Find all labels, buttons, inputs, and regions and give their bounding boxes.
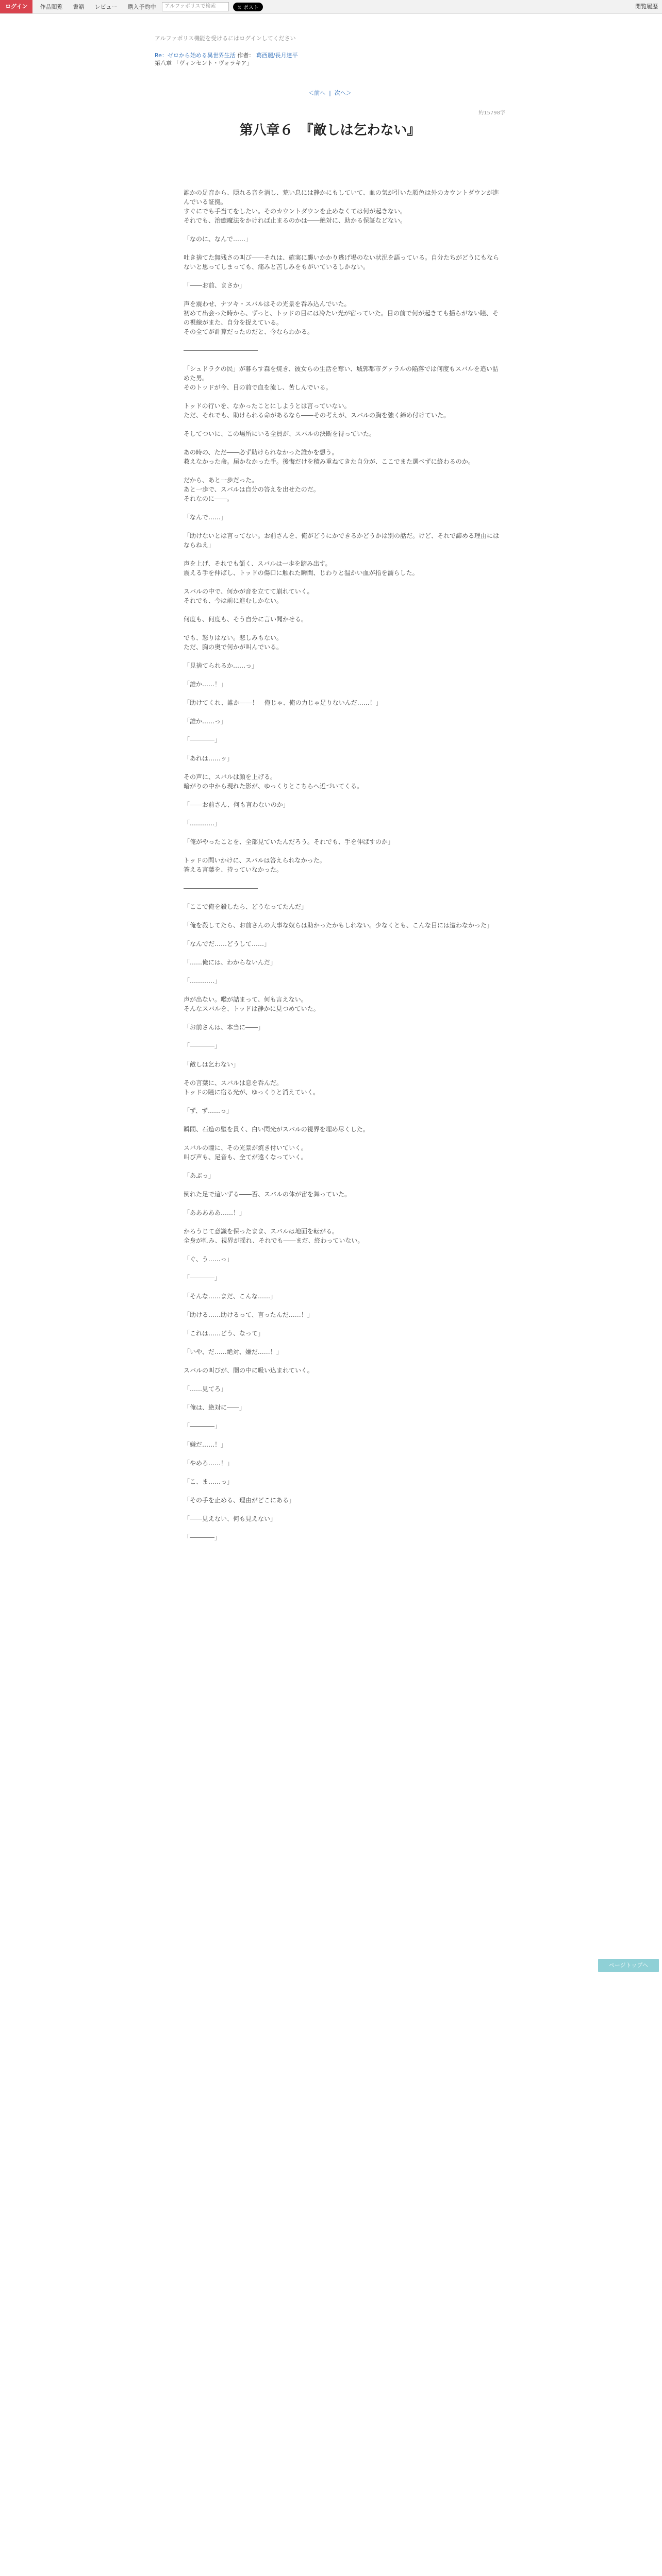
paragraph-gap <box>184 1245 503 1255</box>
paragraph: そんなスバルを、トッドは静かに見つめていた。 <box>184 1005 320 1012</box>
paragraph: スバルの瞳に、その光景が焼き付いていく。 <box>184 1144 307 1151</box>
paragraph: 答える言葉を、持っていなかった。 <box>184 866 283 873</box>
paragraph-gap <box>184 1375 503 1384</box>
paragraph: 震える手を伸ばし、トッドの傷口に触れた瞬間、じわりと温かい血が指を濡らした。 <box>184 569 419 577</box>
paragraph-gap <box>184 522 503 531</box>
paragraph-gap <box>184 911 503 921</box>
paragraph: 声を上げ、それでも頷く、スバルは一歩を踏み出す。 <box>184 560 332 567</box>
chapter-body <box>184 188 503 1542</box>
paragraph-gap <box>184 1115 503 1125</box>
paragraph: スバルの中で、何かが音を立てて崩れていく。 <box>184 588 313 595</box>
paragraph: そしてついに、この場所にいる全員が、スバルの決断を待っていた。 <box>184 430 376 437</box>
paragraph-gap <box>184 874 503 884</box>
paragraph-gap <box>184 744 503 754</box>
paragraph-gap <box>184 1050 503 1060</box>
author-link[interactable]: 葛西麗/長月達平 <box>256 52 298 59</box>
chapter-nav-top: ＜前へ | 次へ＞ <box>308 90 352 96</box>
paragraph: 叫び声も、足音も、全てが遠くなっていく。 <box>184 1154 307 1161</box>
paragraph-gap <box>184 846 503 856</box>
paragraph: 「シュドラクの民」が暮らす森を焼き、彼女らの生活を奪い、城郭都市グァラルの陥落では何度もスバルを追い詰めた男。 <box>184 365 499 382</box>
nav-preorders[interactable]: 購入予約中 <box>127 4 156 10</box>
paragraph: 救えなかった命。届かなかった手。後悔だけを積み重ねてきた自分が、ここでまた選べずに終わるのか。 <box>184 458 474 465</box>
paragraph: スバルの叫びが、闇の中に吸い込まれていく。 <box>184 1367 313 1374</box>
paragraph: 「いや、だ……絶対、嫌だ……！」 <box>184 1348 283 1355</box>
paragraph: 「助ける……助けるって、言ったんだ……！」 <box>184 1311 313 1318</box>
paragraph-gap <box>184 1264 503 1273</box>
paragraph: 「その手を止める、理由がどこにある」 <box>184 1497 295 1504</box>
paragraph: 吐き捨てた無残さの叫び――それは、確実に襲いかかり逃げ場のない状況を語っている。自分たちがどうにもならないと思ってしまっても、痛みと苦しみをもがいているしかない。 <box>184 254 500 270</box>
paragraph-gap <box>184 791 503 800</box>
paragraph: 何度も、何度も、そう自分に言い聞かせる。 <box>184 616 308 623</box>
paragraph: すぐにでも手当てをしたい。そのカウントダウンを止めなくては何が起きない。 <box>184 208 407 215</box>
paragraph-gap <box>184 355 503 364</box>
paragraph: 「ず、ず……っ」 <box>184 1107 233 1114</box>
paragraph-gap <box>184 272 503 281</box>
paragraph-gap <box>184 392 503 401</box>
paragraph: 「俺は、絶対に――」 <box>184 1404 246 1411</box>
paragraph: 「なんでだ……どうして……」 <box>184 940 271 947</box>
paragraph-gap <box>184 930 503 939</box>
paragraph-gap <box>184 438 503 448</box>
paragraph: 「お前さんは、本当に――」 <box>184 1024 264 1031</box>
nav-works[interactable]: 作品閲覧 <box>40 4 63 10</box>
paragraph: 「――お前、まさか」 <box>184 282 246 289</box>
paragraph-gap <box>184 466 503 476</box>
paragraph-gap <box>184 1319 503 1329</box>
paragraph: 「嫌だ……！」 <box>184 1441 227 1448</box>
paragraph: 「これは……どう、なって」 <box>184 1330 264 1337</box>
paragraph: 声が出ない。喉が詰まって、何も言えない。 <box>184 996 307 1003</box>
paragraph: 「あぶっ」 <box>184 1172 215 1179</box>
search-input[interactable]: アルファポリスで検索 <box>162 2 229 11</box>
paragraph: 「誰か……！」 <box>184 681 227 688</box>
paragraph-gap <box>184 809 503 819</box>
x-post-button[interactable]: 𝕏 ポスト <box>233 3 262 11</box>
paragraph: 声を震わせ、ナツキ・スバルはその光景を呑み込んでいた。 <box>184 300 351 308</box>
paragraph: 全身が軋み、視界が揺れ、それでも――まだ、終わっていない。 <box>184 1237 364 1244</box>
paragraph-gap <box>184 1505 503 1514</box>
top-bar <box>0 0 662 14</box>
paragraph-gap <box>184 1097 503 1106</box>
login-notice: アルファポリス機能を受けるにはログインしてください <box>155 35 296 42</box>
chapter-line: 第八章 「ヴィンセント・ヴォラキア」 <box>155 60 253 66</box>
paragraph-gap <box>184 225 503 234</box>
paragraph: トッドの瞳に宿る光が、ゆっくりと消えていく。 <box>184 1089 320 1096</box>
paragraph: その全てが計算だったのだと、今ならわかる。 <box>184 328 314 335</box>
paragraph: 「俺を殺してたら、お前さんの大事な奴らは助かったかもしれない。少なくとも、こんな目には遭わなかった」 <box>184 922 493 929</box>
paragraph: 「――――」 <box>184 1042 221 1049</box>
paragraph: 「ここで俺を殺したら、どうなってたんだ」 <box>184 903 308 910</box>
paragraph: それなのに――。 <box>184 495 234 502</box>
paragraph-gap <box>184 763 503 772</box>
paragraph-gap <box>184 1069 503 1078</box>
paragraph-gap <box>184 1357 503 1366</box>
paragraph: 「敵しは乞わない」 <box>184 1061 240 1068</box>
nav-reviews[interactable]: レビュー <box>94 4 118 10</box>
page-top-button[interactable]: ページトップへ <box>598 1959 659 1972</box>
paragraph: 「…………」 <box>184 820 221 827</box>
paragraph: それでも、今は前に進むしかない。 <box>184 597 283 604</box>
paragraph-gap <box>184 550 503 559</box>
paragraph: あの時の、ただ――必ず助けられなかった誰かを想う。 <box>184 449 338 456</box>
paragraph-gap <box>184 1282 503 1292</box>
paragraph-gap <box>184 1523 503 1533</box>
paragraph: 「――――」 <box>184 1422 221 1430</box>
next-chapter-link[interactable]: 次へ＞ <box>334 90 352 96</box>
paragraph: それでも、治癒魔法をかければ止まるのかは――絶対に、助かる保証などない。 <box>184 217 407 224</box>
paragraph: 「誰か……っ」 <box>184 718 227 725</box>
paragraph-gap <box>184 670 503 680</box>
paragraph: 暗がりの中から現れた影が、ゆっくりとこちらへ近づいてくる。 <box>184 783 363 790</box>
paragraph-gap <box>184 1449 503 1459</box>
paragraph: その声に、スバルは顔を上げる。 <box>184 773 277 781</box>
paragraph-gap <box>184 726 503 735</box>
paragraph-gap <box>184 503 503 513</box>
paragraph: 「なのに、なんで……」 <box>184 235 252 243</box>
paragraph: 「なんで……」 <box>184 514 227 521</box>
paragraph-gap <box>184 1217 503 1227</box>
work-info <box>155 52 505 67</box>
paragraph-gap <box>184 336 503 346</box>
paragraph: 「そんな……まだ、こんな……」 <box>184 1293 277 1300</box>
paragraph: 「……俺には、わからないんだ」 <box>184 959 277 966</box>
paragraph: その言葉に、スバルは息を呑んだ。 <box>184 1079 283 1087</box>
paragraph: ただ、それでも、助けられる命があるなら――その考えが、スバルの胸を強く締め付けていた。 <box>184 412 450 419</box>
nav-books[interactable]: 書籍 <box>73 4 85 10</box>
paragraph: 「俺がやったことを、全部見ていたんだろう。それでも、手を伸ばすのか」 <box>184 838 394 845</box>
paragraph-gap <box>184 893 503 902</box>
paragraph-gap <box>184 1199 503 1208</box>
paragraph-gap <box>184 828 503 837</box>
paragraph: 「助けないとは言ってない。お前さんを、俺がどうにかできるかどうかは別の話だ。けど、それで諦める理由にはならねえ」 <box>184 532 500 549</box>
paragraph-gap <box>184 1013 503 1023</box>
paragraph: 「…………」 <box>184 977 221 985</box>
prev-chapter-link[interactable]: ＜前へ <box>308 90 326 96</box>
paragraph: ―――――――――――― <box>184 885 258 892</box>
paragraph: トッドの行いを、なかったことにしようとは言っていない。 <box>184 402 351 410</box>
paragraph-gap <box>184 1032 503 1041</box>
paragraph-gap <box>184 420 503 429</box>
paragraph: 「――――」 <box>184 736 221 743</box>
paragraph: 「あれは……ッ」 <box>184 755 234 762</box>
history-link[interactable]: 閲覧履歴 <box>635 3 658 10</box>
paragraph: そのトッドが今、目の前で血を流し、苦しんでいる。 <box>184 384 332 391</box>
paragraph: 「……見てろ」 <box>184 1385 227 1393</box>
paragraph: 瞬間、石造の壁を貫く、白い閃光がスバルの視界を埋め尽くした。 <box>184 1126 369 1133</box>
paragraph-gap <box>184 1431 503 1440</box>
paragraph-gap <box>184 1394 503 1403</box>
paragraph: でも、怒りはない。悲しみもない。 <box>184 634 283 641</box>
paragraph-gap <box>184 290 503 299</box>
paragraph: だから、あと一歩だった。 <box>184 477 258 484</box>
paragraph-gap <box>184 707 503 717</box>
chapter-title: 第八章６ 『敵しは乞わない』 <box>239 123 421 138</box>
paragraph: ―――――――――――― <box>184 347 258 354</box>
word-count: 約15798字 <box>478 110 505 116</box>
paragraph: あと一歩で、スバルは自分の答えを出せたのだ。 <box>184 486 320 493</box>
paragraph: 倒れた足で這いずる――否、スバルの体が宙を舞っていた。 <box>184 1191 351 1198</box>
paragraph-gap <box>184 605 503 615</box>
paragraph: 「――――」 <box>184 1274 221 1281</box>
paragraph-gap <box>184 244 503 253</box>
paragraph-gap <box>184 652 503 661</box>
paragraph-gap <box>184 1486 503 1496</box>
paragraph-gap <box>184 1180 503 1190</box>
paragraph: 「――見えない、何も見えない」 <box>184 1515 277 1522</box>
paragraph-gap <box>184 578 503 587</box>
paragraph: ただ、胸の奥で何かが叫んでいる。 <box>184 643 283 651</box>
paragraph: 「――お前さん、何も言わないのか」 <box>184 801 289 808</box>
paragraph-gap <box>184 1412 503 1421</box>
paragraph: かろうじて意識を保ったまま、スバルは地面を転がる。 <box>184 1228 339 1235</box>
paragraph-gap <box>184 967 503 976</box>
paragraph: 誰かの足音から、隠れる音を消し、荒い息には静かにもしていて、血の気が引いた顔色は外のカウントダウンが進んでいる証拠。 <box>184 189 499 206</box>
paragraph-gap <box>184 689 503 698</box>
author-label: 作者： <box>237 52 255 59</box>
paragraph: 「ぐ、う……っ」 <box>184 1256 233 1263</box>
paragraph-gap <box>184 1162 503 1171</box>
paragraph-gap <box>184 1468 503 1477</box>
paragraph-gap <box>184 1301 503 1310</box>
paragraph: トッドの問いかけに、スバルは答えられなかった。 <box>184 857 326 864</box>
work-title-link[interactable]: Re：ゼロから始める異世界生活 <box>155 52 236 59</box>
paragraph: 「――――」 <box>184 1534 221 1541</box>
paragraph-gap <box>184 948 503 958</box>
login-button[interactable]: ログイン <box>0 0 32 13</box>
paragraph: 「こ、ま……っ」 <box>184 1478 234 1485</box>
paragraph: 「助けてくれ、誰か――！ 俺じゃ、俺の力じゃ足りないんだ……！」 <box>184 699 382 706</box>
paragraph: 「やめろ……！」 <box>184 1460 234 1467</box>
paragraph-gap <box>184 1134 503 1143</box>
paragraph: 初めて出会った時から、ずっと、トッドの目には冷たい光が宿っていた。目の前で何が起きても揺らがない瞳、その視線がまた、自分を捉えている。 <box>184 310 499 326</box>
paragraph-gap <box>184 1338 503 1347</box>
paragraph: 「見捨てられるか……っ」 <box>184 662 258 669</box>
paragraph: 「あああああ……！」 <box>184 1209 246 1216</box>
paragraph-gap <box>184 624 503 633</box>
paragraph-gap <box>184 986 503 995</box>
